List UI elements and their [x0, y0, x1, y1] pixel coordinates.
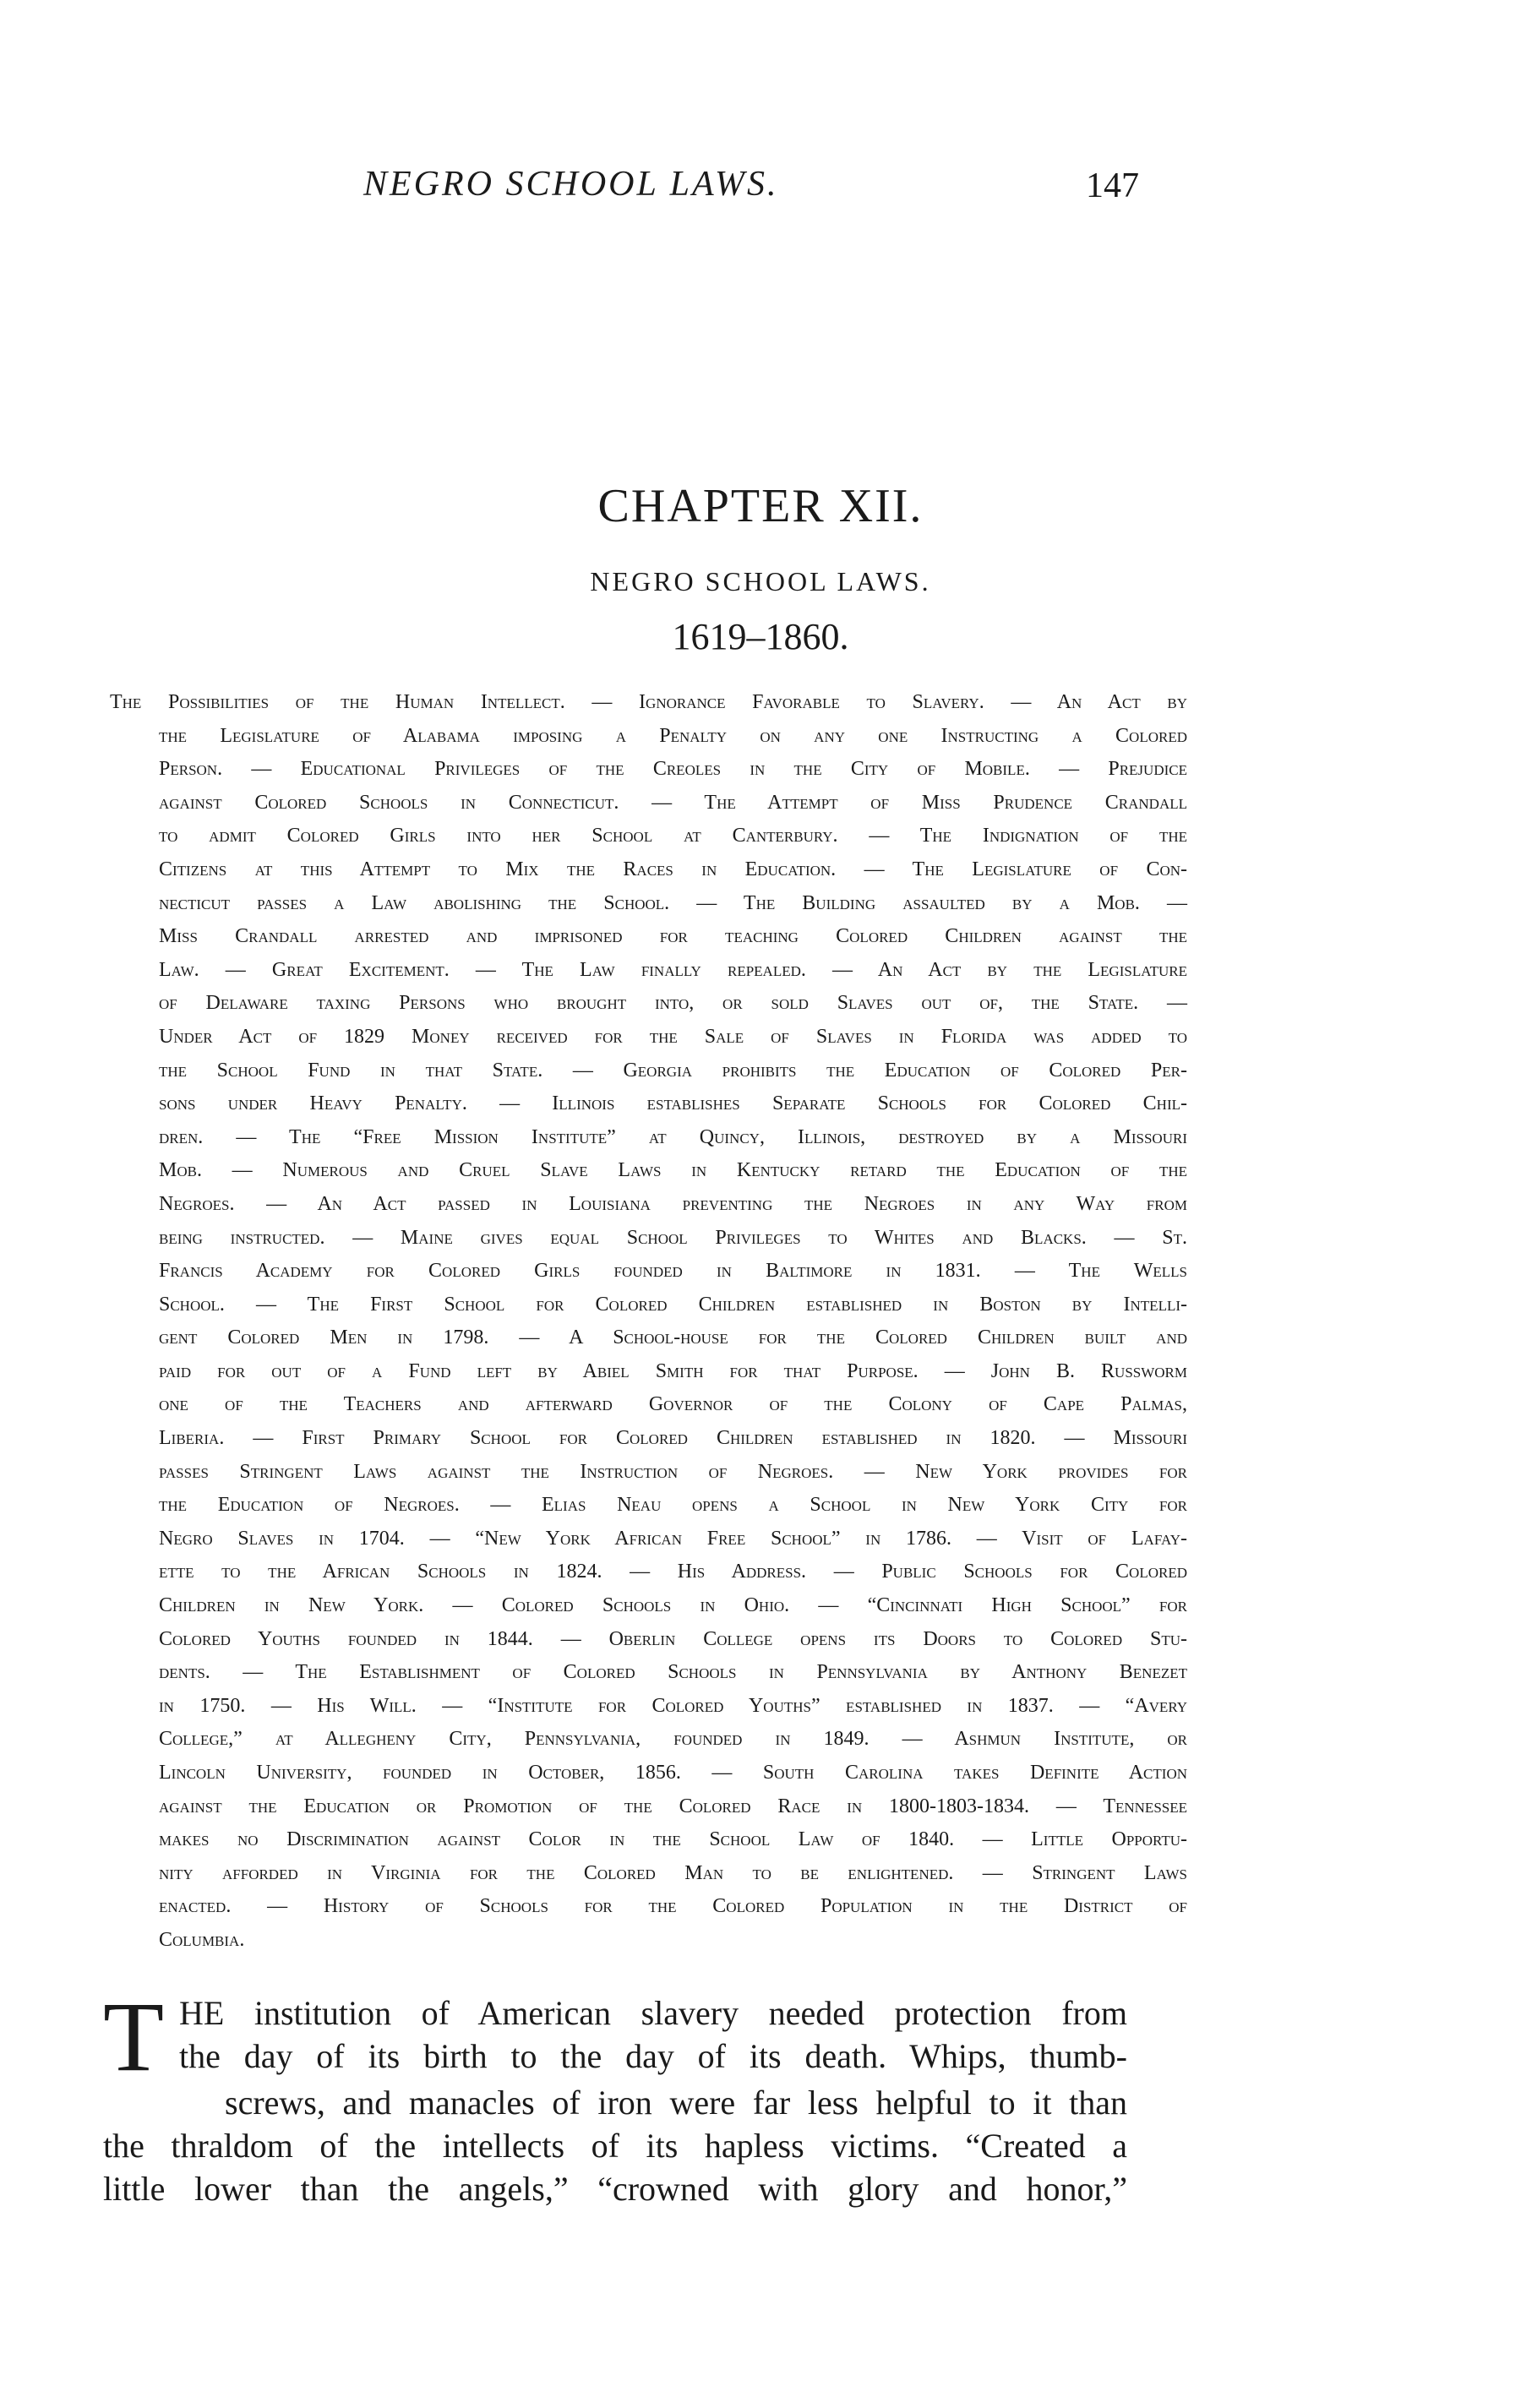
summary-line: paid for out of a Fund left by Abiel Smith for that Purpose. — John B. Russworm [159, 1359, 1187, 1382]
summary-line: the Legislature of Alabama imposing a Penalty on any one Instructing a Colored [159, 724, 1187, 747]
chapter-dates: 1619–1860. [672, 616, 849, 657]
summary-line: against Colored Schools in Connecticut. — The Attempt of Miss Prudence Crandall [159, 791, 1187, 814]
summary-line: to admit Colored Girls into her School at Canterbury. — The Indignation of the [159, 825, 1187, 847]
summary-line: Citizens at this Attempt to Mix the Races in Education. — The Legislature of Con- [159, 858, 1187, 880]
summary-line: gent Colored Men in 1798. — A School-house for the Colored Children built and [159, 1327, 1187, 1349]
summary-line: being instructed. — Maine gives equal School Privileges to Whites and Blacks. — St. [159, 1226, 1187, 1249]
summary-line: nity afforded in Virginia for the Colored Man to be enlightened. — Stringent Laws [159, 1861, 1187, 1884]
summary-line: Under Act of 1829 Money received for the Sale of Slaves in Florida was added to [159, 1025, 1187, 1048]
summary-line: enacted. — History of Schools for the Colored Population in the District of [159, 1895, 1187, 1918]
summary-line: Francis Academy for Colored Girls founded in Baltimore in 1831. — The Wells [159, 1260, 1187, 1283]
summary-line: Miss Crandall arrested and imprisoned for teaching Colored Children against the [159, 925, 1187, 948]
summary-line: College,” at Allegheny City, Pennsylvania, founded in 1849. — Ashmun Institute, or [159, 1728, 1187, 1751]
drop-cap: T [103, 1980, 165, 2092]
summary-line: of Delaware taxing Persons who brought into, or sold Slaves out of, the State. — [159, 992, 1187, 1015]
summary-line: Colored Youths founded in 1844. — Oberlin College opens its Doors to Colored Stu- [159, 1627, 1187, 1650]
summary-line: passes Stringent Laws against the Instruction of Negroes. — New York provides for [159, 1460, 1187, 1483]
summary-line: Negroes. — An Act passed in Louisiana preventing the Negroes in any Way from [159, 1192, 1187, 1215]
page-number: 147 [1086, 166, 1139, 205]
summary-line: against the Education or Promotion of the Colored Race in 1800-1803-1834. — Tennessee [159, 1795, 1187, 1817]
body-line: screws, and manacles of iron were far less helpful to it than [225, 2083, 1127, 2122]
chapter-subtitle: NEGRO SCHOOL LAWS. [590, 566, 931, 597]
summary-line: Columbia. [159, 1928, 245, 1951]
summary-line: Person. — Educational Privileges of the Creoles in the City of Mobile. — Prejudice [159, 758, 1187, 781]
body-line: the day of its birth to the day of its death. Whips, thumb- [179, 2036, 1127, 2075]
body-text [103, 1980, 1127, 2210]
summary-line: ette to the African Schools in 1824. — His Address. — Public Schools for Colored [159, 1561, 1187, 1583]
summary-line: necticut passes a Law abolishing the School. — The Building assaulted by a Mob. — [159, 891, 1187, 914]
summary-line: makes no Discrimination against Color in the School Law of 1840. — Little Opportu- [159, 1828, 1187, 1851]
summary-line: Law. — Great Excitement. — The Law finally repealed. — An Act by the Legislature [159, 958, 1187, 981]
summary-line: the School Fund in that State. — Georgia prohibits the Education of Colored Per- [159, 1059, 1187, 1081]
summary-line: sons under Heavy Penalty. — Illinois establishes Separate Schools for Colored Chil- [159, 1092, 1187, 1115]
summary-line: Mob. — Numerous and Cruel Slave Laws in Kentucky retard the Education of the [159, 1159, 1187, 1182]
summary-line: dren. — The “Free Mission Institute” at Quincy, Illinois, destroyed by a Missouri [159, 1125, 1187, 1148]
summary-line: Lincoln University, founded in October, 1856. — South Carolina takes Definite Action [159, 1762, 1187, 1784]
body-line: the thraldom of the intellects of its hapless victims. “Created a [103, 2126, 1127, 2165]
summary-line: one of the Teachers and afterward Governor of the Colony of Cape Palmas, [159, 1393, 1187, 1416]
summary-line: Negro Slaves in 1704. — “New York African Free School” in 1786. — Visit of Lafay- [159, 1527, 1187, 1550]
page-header [0, 162, 1521, 210]
body-line: HE institution of American slavery needed protection from [179, 1993, 1127, 2032]
chapter-title: CHAPTER XII. [597, 480, 924, 532]
summary-line: in 1750. — His Will. — “Institute for Colored Youths” established in 1837. — “Avery [159, 1694, 1187, 1717]
summary-line: Liberia. — First Primary School for Colored Children established in 1820. — Missouri [159, 1427, 1187, 1450]
summary-line: dents. — The Establishment of Colored Schools in Pennsylvania by Anthony Benezet [159, 1661, 1187, 1684]
summary-line: the Education of Negroes. — Elias Neau opens a School in New York City for [159, 1494, 1187, 1517]
body-line: little lower than the angels,” “crowned with glory and honor,” [103, 2169, 1127, 2208]
summary-line: School. — The First School for Colored Children established in Boston by Intelli- [159, 1293, 1187, 1316]
summary-line: The Possibilities of the Human Intellect. — Ignorance Favorable to Slavery. — An Act by [110, 691, 1187, 713]
running-title: NEGRO SCHOOL LAWS. [363, 165, 779, 204]
chapter-summary [110, 686, 1187, 1958]
summary-line: Children in New York. — Colored Schools in Ohio. — “Cincinnati High School” for [159, 1594, 1187, 1617]
